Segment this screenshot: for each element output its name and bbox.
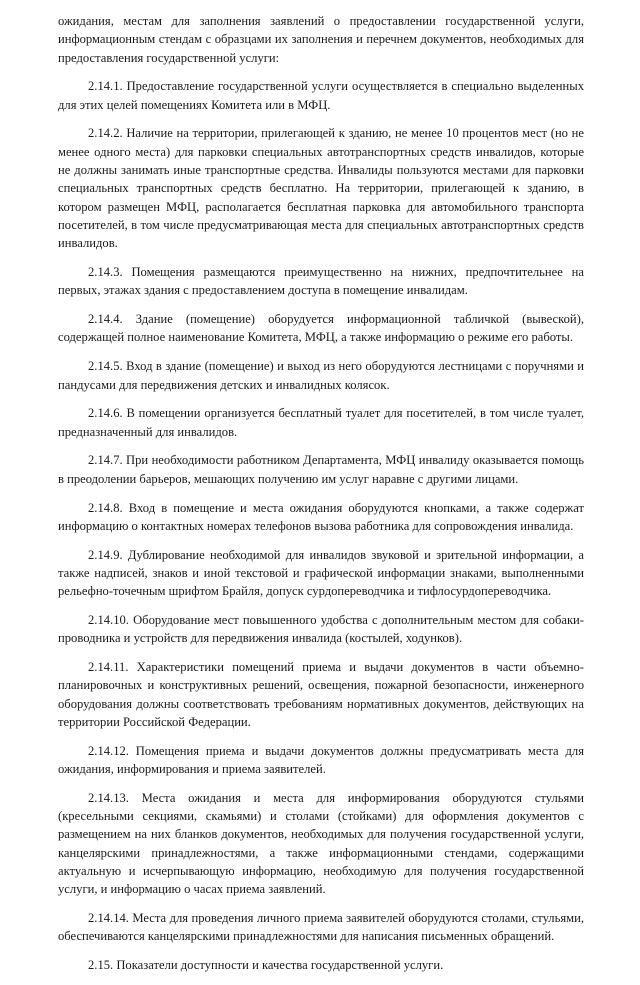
paragraph-2-14-11: 2.14.11. Характеристики помещений приема и выдачи документов в части объемно-планировочных и конструктивных решений, освещения, пожарной безопасности, инженерного оборудования должны соответствовать требованиям нормативных документов, действующих на территории Российской Федерации. bbox=[58, 660, 584, 729]
paragraph-2-14-12: 2.14.12. Помещения приема и выдачи документов должны предусматривать места для ожидания, информирования и приема заявителей. bbox=[58, 743, 584, 777]
paragraph-2-14-1: 2.14.1. Предоставление государственной услуги осуществляется в специально выделенных для этих целей помещениях Комитета или в МФЦ. bbox=[58, 79, 584, 112]
document-page bbox=[58, 12, 584, 985]
paragraph-2-14-3: 2.14.3. Помещения размещаются преимущественно на нижних, предпочтительнее на первых, этажах здания с предоставлением доступа в помещение инвалидам. bbox=[58, 265, 584, 298]
paragraph-2-14-7: 2.14.7. При необходимости работником Департамента, МФЦ инвалиду оказывается помощь в преодолении барьеров, мешающих получению им услуг наравне с другими лицами. bbox=[58, 453, 584, 486]
paragraph-2-14-8: 2.14.8. Вход в помещение и места ожидания оборудуются кнопками, а также содержат информацию о контактных номерах телефонов вызова работника для сопровождения инвалида. bbox=[58, 500, 584, 533]
paragraph-2-14-10: 2.14.10. Оборудование мест повышенного удобства с дополнительным местом для собаки-проводника и устройств для передвижения инвалида (костылей, ходунков). bbox=[58, 613, 584, 646]
paragraph-2-14-14: 2.14.14. Места для проведения личного приема заявителей оборудуются столами, стульями, обеспечиваются канцелярскими принадлежностями для написания письменных обращений. bbox=[58, 911, 584, 944]
paragraph-2-14-5: 2.14.5. Вход в здание (помещение) и выход из него оборудуются лестницами с поручнями и пандусами для передвижения детских и инвалидных колясок. bbox=[58, 359, 584, 392]
paragraph-2-14-13: 2.14.13. Места ожидания и места для информирования оборудуются стульями (кресельными секциями, скамьями) и столами (стойками) для оформления документов с размещением на них бланков документов, необходимых для получения государственной услуги, канцелярскими принадлежностями, а также информационными стендами, содержащими актуальную и исчерпывающую информацию, необходимую для получения государственной услуги, и информацию о часах приема заявлений. bbox=[58, 790, 584, 897]
paragraph-2-14-9: 2.14.9. Дублирование необходимой для инвалидов звуковой и зрительной информации, а также надписей, знаков и иной текстовой и графической информации знаками, выполненными рельефно-точечным шрифтом Брайля, допуск сурдопереводчика и тифлосурдопереводчика. bbox=[58, 547, 584, 599]
paragraph-2-14-2: 2.14.2. Наличие на территории, прилегающей к зданию, не менее 10 процентов мест (но не менее одного места) для парковки специальных автотранспортных средств инвалидов, которые не должны занимать иные транспортные средства. Инвалиды пользуются местами для парковки специальных транспортных средств бесплатно. На территории, прилегающей к зданию, в котором размещен МФЦ, располагается бесплатная парковка для автомобильного транспорта посетителей, в том числе предусматривающая места для специальных автотранспортных средств инвалидов. bbox=[58, 126, 584, 251]
paragraph-continuation: ожидания, местам для заполнения заявлений о предоставлении государственной услуги, информационным стендам с образцами их заполнения и перечнем документов, необходимых для предоставления государственной услуги: bbox=[58, 14, 584, 65]
paragraph-2-14-4: 2.14.4. Здание (помещение) оборудуется информационной табличкой (вывеской), содержащей полное наименование Комитета, МФЦ, а также информацию о режиме его работы. bbox=[58, 312, 584, 345]
paragraph-2-14-6: 2.14.6. В помещении организуется бесплатный туалет для посетителей, в том числе туалет, предназначенный для инвалидов. bbox=[58, 406, 584, 439]
paragraph-2-15: 2.15. Показатели доступности и качества государственной услуги. bbox=[88, 958, 444, 973]
